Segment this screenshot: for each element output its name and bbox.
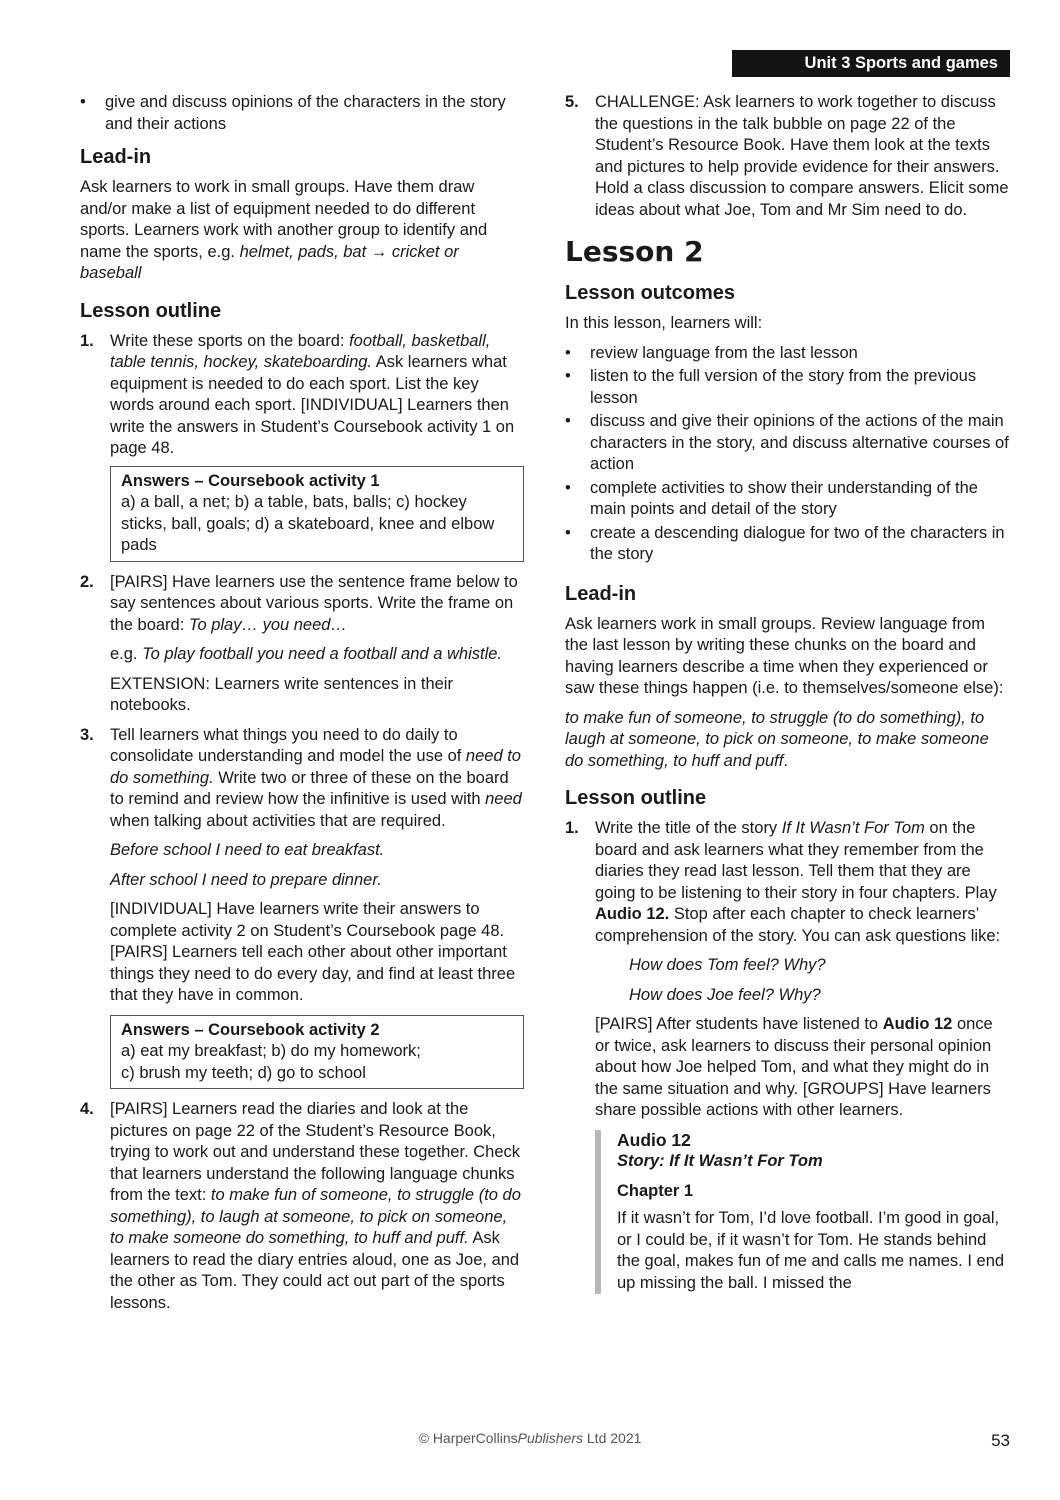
lesson-outline-heading: Lesson outline xyxy=(80,299,222,322)
audio-transcript-box xyxy=(595,1130,1010,1295)
chapter-heading: Chapter 1 xyxy=(617,1181,694,1200)
outcomes-continued-list xyxy=(80,92,524,135)
audio-subtitle: Story: If It Wasn’t For Tom xyxy=(617,1152,823,1170)
outcomes-intro: In this lesson, learners will: xyxy=(565,314,763,332)
list-item: • give and discuss opinions of the characters in the story and their actions xyxy=(80,92,524,135)
leadin-chunks: to make fun of someone, to struggle (to do something), to laugh at someone, to pick on someone, to make someone do something, to huff and puff. xyxy=(565,708,989,770)
lesson-outcomes-heading: Lesson outcomes xyxy=(565,282,736,304)
leadin-paragraph: Ask learners work in small groups. Review language from the last lesson by writing these chunks on the board and having learners describe a time when they experienced or saw these things happen (i.e. to themselves/someone else): xyxy=(565,614,1004,697)
unit-header: Unit 3 Sports and games xyxy=(732,50,1010,77)
page-number: 53 xyxy=(991,1431,1010,1450)
list-item: • listen to the full version of the story from the previous lesson xyxy=(565,366,1010,409)
list-item: • discuss and give their opinions of the actions of the main characters in the story, and discuss alternative courses of action xyxy=(565,411,1010,476)
left-column xyxy=(80,92,524,1322)
lesson-outline-heading: Lesson outline xyxy=(565,787,707,809)
leadin-heading: Lead-in xyxy=(565,582,637,605)
outline-item-3: 3. Tell learners what things you need to do daily to consolidate understanding and model the use of need to do something. Write two or three of these on the board to remind and review how the infinitive is used with need when talking about activities that are required. Before school I need to eat breakfast. After school I need to prepare dinner. [INDIVIDUAL] Have learners write their answers to complete activity 2 on Student’s Coursebook page 48. [PAIRS] Learners tell each other about other important things they need to do every day, and find at least three that they have in common. Answers – Coursebook activity 2 a) eat my breakfast; b) do my homework; c) brush my teeth; d) go to school xyxy=(80,725,524,1090)
outline-item-2: 2. [PAIRS] Have learners use the sentence frame below to say sentences about various sports. Write the frame on the board: To play… you need… e.g. To play football you need a football and a whistle. EXTENSION: Learners write sentences in their notebooks. xyxy=(80,572,518,714)
outline-item-4: 4. [PAIRS] Learners read the diaries and look at the pictures on page 22 of the Student’s Resource Book, trying to work out and understand these together. Check that learners understand the following language chunks from the text: to make fun of someone, to struggle (to do something), to laugh at someone, to pick on someone, to make someone do something, to huff and puff. Ask learners to read the diary entries aloud, one as Joe, and the other as Tom. They could act out part of the sports lessons. xyxy=(80,1100,521,1312)
answers-box-activity-1 xyxy=(110,466,524,562)
outline-item-5: 5. CHALLENGE: Ask learners to work together to discuss the questions in the talk bubble on page 22 of the Student’s Resource Book. Have them look at the texts and pictures to help provide evidence for their answers. Hold a class discussion to compare answers. Elicit some ideas about what Joe, Tom and Mr Sim need to do. xyxy=(565,93,1009,219)
chapter-text: If it wasn’t for Tom, I’d love football. I’m good in goal, or I could be, if it wasn’t for Tom. He stands behind the goal, makes fun of me and calls me names. I end up missing the ball. I missed the xyxy=(617,1209,1005,1292)
answers-box-title: Answers – Coursebook activity 1 xyxy=(121,471,380,490)
right-column xyxy=(565,92,1010,1302)
copyright-footer: © HarperCollinsPublishers Ltd 2021 xyxy=(418,1430,642,1446)
answers-box-text: a) a ball, a net; b) a table, bats, balls; c) hockey sticks, ball, goals; d) a skateboard, knee and elbow pads xyxy=(121,493,495,554)
answers-box-activity-2 xyxy=(110,1015,524,1090)
outline-item-1: 1. Write the title of the story If It Wasn’t For Tom on the board and ask learners what they remember from the diaries they read last lesson. Tell them that they are going to be listening to their story in four chapters. Play Audio 12. Stop after each chapter to check learners’ comprehension of the story. You can ask questions like: How does Tom feel? Why? How does Joe feel? Why? [PAIRS] After students have listened to Audio 12 once or twice, ask learners to discuss their personal opinion about how Joe helped Tom, and what they might do in the same situation and why. [GROUPS] Have learners share possible actions with other learners. Audio 12 Story: If It Wasn’t For Tom Chapter 1 If it wasn’t for Tom, I’d love football. I’m good in goal, or I could be, if it wasn’t for Tom. He stands behind the goal, makes fun of me and calls me names. I end up missing the ball. I missed the xyxy=(565,818,1010,1294)
leadin-paragraph: Ask learners to work in small groups. Have them draw and/or make a list of equipment needed to do different sports. Learners work with another group to identify and name the sports, e.g. helmet, pads, bat → cricket or baseball xyxy=(80,178,488,282)
outline-item-1: 1. Write these sports on the board: football, basketball, table tennis, hockey, skateboarding. Ask learners what equipment is needed to do each sport. List the key words around each sport. [INDIVIDUAL] Learners then write the answers in Student’s Coursebook activity 1 on page 48. Answers – Coursebook activity 1 a) a ball, a net; b) a table, bats, balls; c) hockey sticks, ball, goals; d) a skateboard, knee and elbow pads xyxy=(80,331,524,562)
answers-box-line: a) eat my breakfast; b) do my homework; xyxy=(121,1042,421,1060)
outcomes-list xyxy=(565,343,1010,566)
list-item: • complete activities to show their understanding of the main points and detail of the story xyxy=(565,478,1010,521)
list-item: • create a descending dialogue for two of the characters in the story xyxy=(565,523,1010,566)
audio-title: Audio 12 xyxy=(617,1129,691,1150)
list-item: • review language from the last lesson xyxy=(565,343,1010,365)
answers-box-line: c) brush my teeth; d) go to school xyxy=(121,1063,366,1082)
leadin-heading: Lead-in xyxy=(80,146,152,168)
lesson-title: Lesson 2 xyxy=(565,235,704,268)
answers-box-title: Answers – Coursebook activity 2 xyxy=(121,1020,380,1039)
